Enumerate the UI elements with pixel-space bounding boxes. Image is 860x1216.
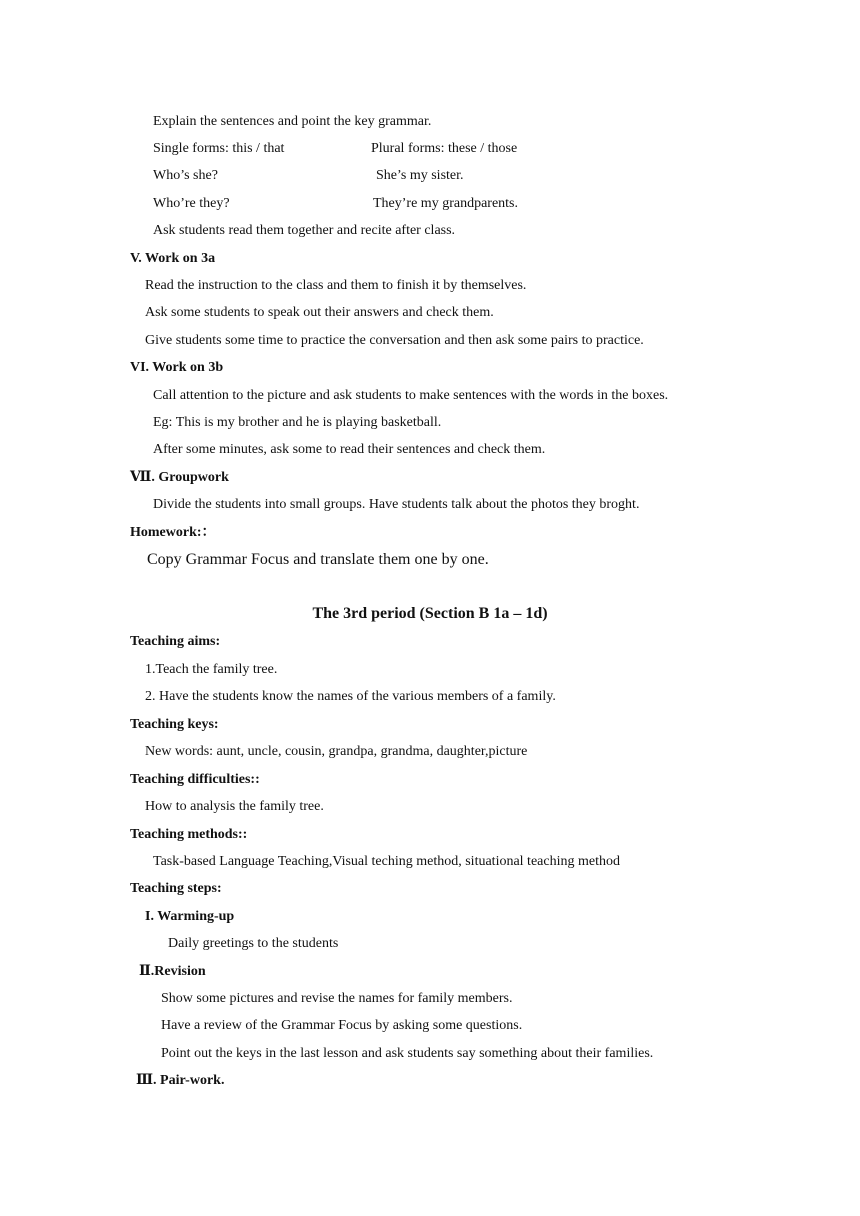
revision-heading: Ⅱ.Revision — [139, 964, 206, 979]
teaching-aim-1: 1.Teach the family tree. — [145, 662, 278, 677]
work-3a-heading: V. Work on 3a — [130, 251, 216, 266]
work-3a-line-1: Read the instruction to the class and them to finish it by themselves. — [145, 278, 527, 293]
homework-heading: Homework:： — [130, 525, 216, 540]
teaching-steps-heading: Teaching steps: — [130, 881, 222, 896]
teaching-methods-line: Task-based Language Teaching,Visual teching method, situational teaching method — [153, 854, 620, 869]
grammar-right-2: She’s my sister. — [376, 168, 464, 183]
grammar-right-1: Plural forms: these / those — [371, 141, 518, 156]
teaching-keys-line: New words: aunt, uncle, cousin, grandpa, grandma, daughter,picture — [145, 744, 528, 759]
work-3a-line-3: Give students some time to practice the conversation and then ask some pairs to practice. — [145, 333, 644, 348]
pair-work-heading: Ⅲ. Pair-work. — [136, 1073, 225, 1088]
grammar-left-3: Who’re they? — [153, 196, 230, 211]
explain-line: Explain the sentences and point the key grammar. — [153, 114, 432, 129]
revision-line-1: Show some pictures and revise the names for family members. — [161, 991, 513, 1006]
teaching-aims-heading: Teaching aims: — [130, 634, 221, 649]
grammar-right-3: They’re my grandparents. — [373, 196, 518, 211]
grammar-left-2: Who’s she? — [153, 168, 218, 183]
work-3b-line-2: Eg: This is my brother and he is playing basketball. — [153, 415, 442, 430]
groupwork-line: Divide the students into small groups. Have students talk about the photos they broght. — [153, 497, 640, 512]
groupwork-heading: Ⅶ. Groupwork — [130, 470, 229, 485]
work-3a-line-2: Ask some students to speak out their answers and check them. — [145, 305, 494, 320]
grammar-left-1: Single forms: this / that — [153, 141, 285, 156]
period-title: The 3rd period (Section B 1a – 1d) — [312, 605, 548, 622]
recite-line: Ask students read them together and recite after class. — [153, 223, 456, 238]
revision-line-3: Point out the keys in the last lesson and ask students say something about their families. — [161, 1046, 654, 1061]
homework-line: Copy Grammar Focus and translate them one by one. — [147, 551, 489, 568]
warming-up-line: Daily greetings to the students — [168, 936, 339, 951]
teaching-keys-heading: Teaching keys: — [130, 717, 219, 732]
teaching-methods-heading: Teaching methods:: — [130, 827, 248, 842]
revision-line-2: Have a review of the Grammar Focus by asking some questions. — [161, 1018, 523, 1033]
work-3b-line-1: Call attention to the picture and ask students to make sentences with the words in the boxes. — [153, 388, 669, 403]
work-3b-line-3: After some minutes, ask some to read their sentences and check them. — [153, 442, 546, 457]
teaching-aim-2: 2. Have the students know the names of the various members of a family. — [145, 689, 556, 704]
work-3b-heading: VI. Work on 3b — [130, 360, 224, 375]
teaching-difficulties-heading: Teaching difficulties:: — [130, 772, 260, 787]
warming-up-heading: I. Warming-up — [145, 909, 235, 924]
teaching-difficulties-line: How to analysis the family tree. — [145, 799, 324, 814]
